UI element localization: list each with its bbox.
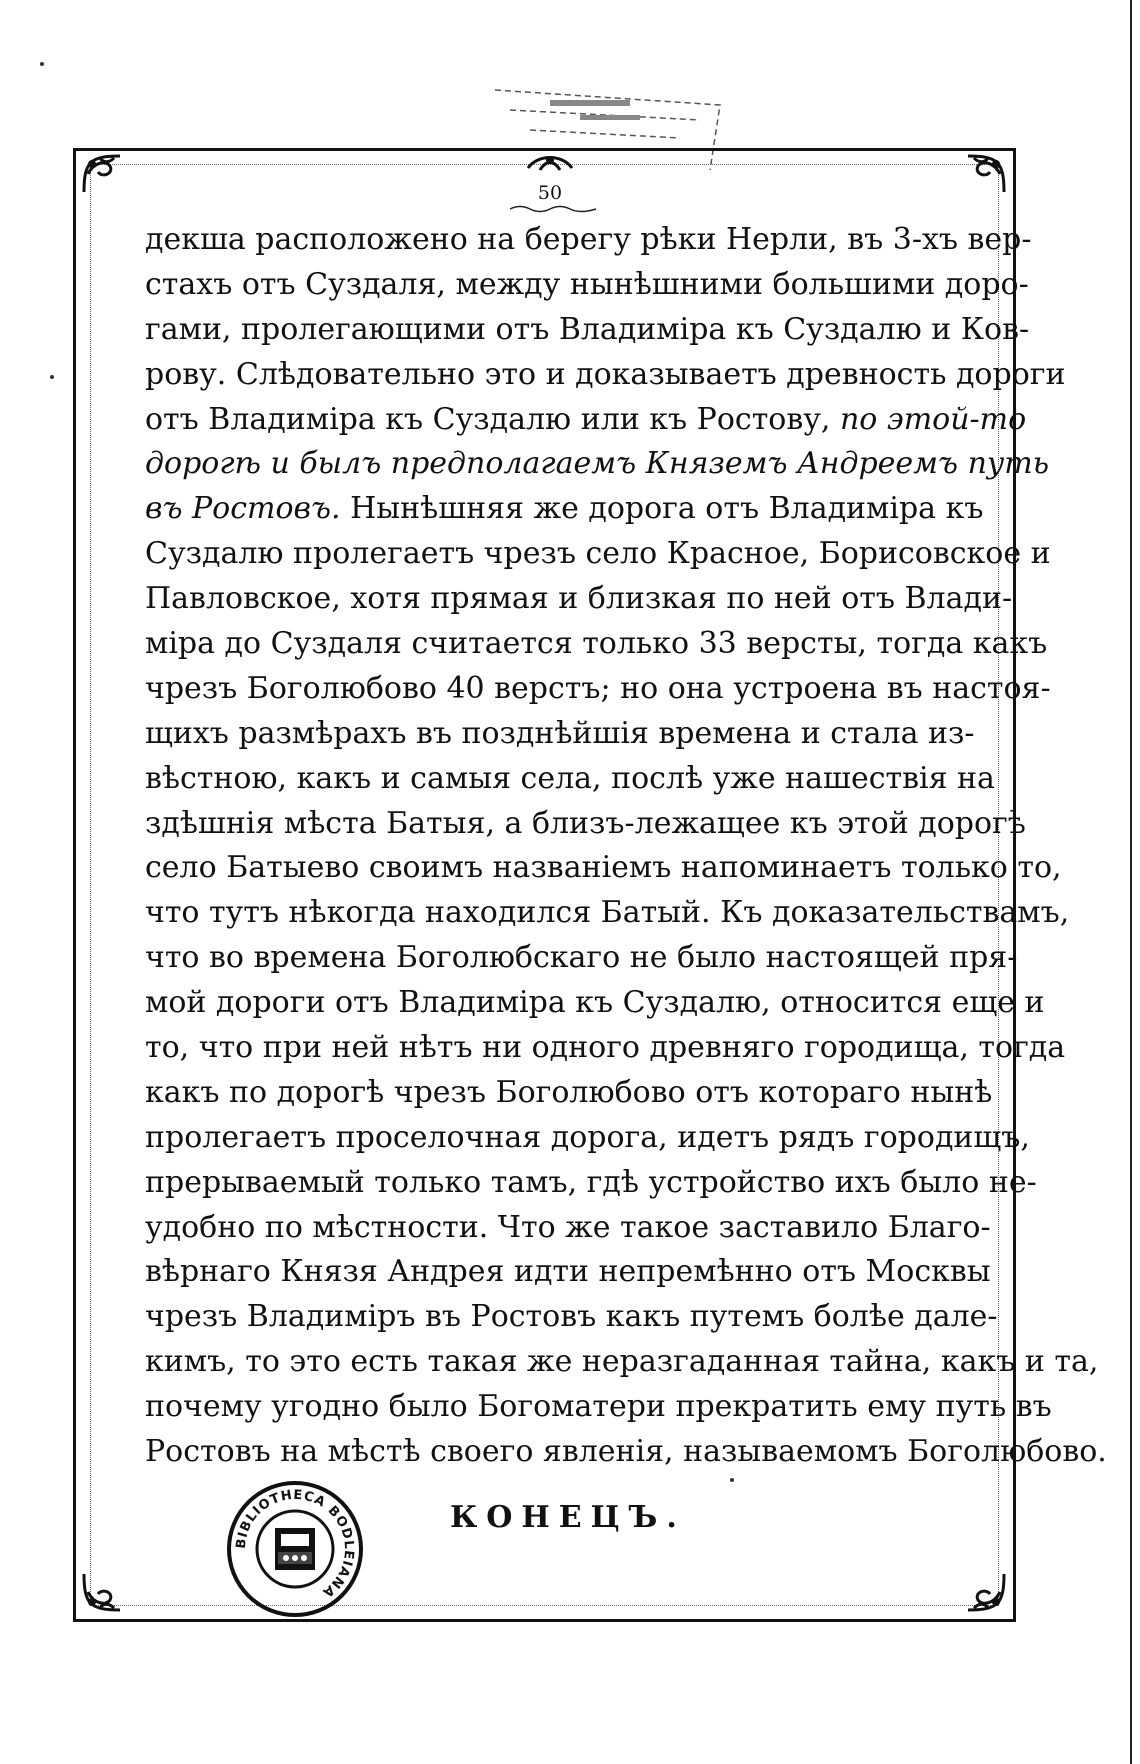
- text-line: [145, 218, 1032, 263]
- text-line-upright: здѣшнія мѣста Батыя, а близъ-лежащее къ этой дорогѣ: [145, 805, 1026, 841]
- text-line: [145, 308, 1030, 353]
- text-line-tail: Нынѣшняя же дорога отъ Владиміра къ: [340, 491, 984, 527]
- text-line-upright: чрезъ Владиміръ въ Ростовъ какъ путемъ болѣе дале-: [145, 1299, 998, 1335]
- text-line: [145, 1430, 1107, 1475]
- text-line-upright: то, что при ней нѣтъ ни одного древняго городища, тогда: [145, 1030, 1066, 1066]
- text-line: [145, 1385, 1052, 1430]
- text-line: [145, 1116, 1030, 1161]
- text-line: [145, 981, 1045, 1026]
- text-line: [145, 846, 1062, 891]
- text-line-upright: отъ Владиміра къ Суздалю или къ Ростову,: [145, 401, 840, 437]
- header-ornament-icon: [520, 150, 580, 180]
- corner-ornament-icon: [80, 1568, 126, 1614]
- library-seal-stamp: [226, 1480, 364, 1618]
- text-line-upright: вѣрнаго Князя Андрея идти непремѣнно отъ Москвы: [145, 1254, 991, 1290]
- text-line-upright: міра до Суздаля считается только 33 версты, тогда какъ: [145, 626, 1048, 662]
- corner-ornament-icon: [80, 152, 126, 198]
- seal-text: BIBLIOTHECA BODLEIANA: [233, 1487, 357, 1601]
- text-line: [145, 757, 995, 802]
- text-line: [145, 712, 975, 757]
- text-line: [145, 802, 1026, 847]
- text-line: [145, 263, 1029, 308]
- text-line-upright: рову. Слѣдовательно это и доказываетъ древность дороги: [145, 356, 1066, 392]
- page-number: 50: [537, 182, 563, 204]
- page-edge-line: [1130, 0, 1132, 1764]
- text-line: [145, 1340, 1099, 1385]
- text-line-italic: по этой-то: [839, 401, 1027, 437]
- text-line: [145, 1295, 998, 1340]
- text-line-upright: чрезъ Боголюбово 40 верстъ; но она устроена въ настоя-: [145, 670, 1051, 706]
- text-line-upright: декша расположено на берегу рѣки Нерли, въ 3-хъ вер-: [145, 222, 1032, 257]
- text-line-upright: вѣстною, какъ и самыя села, послѣ уже нашествія на: [145, 760, 995, 796]
- text-line: [145, 398, 1027, 443]
- text-line: [145, 622, 1048, 667]
- text-line: [145, 1206, 991, 1251]
- text-line: [145, 577, 1013, 622]
- text-line-upright: гами, пролегающими отъ Владиміра къ Суздалю и Ков-: [145, 311, 1030, 347]
- text-line: [145, 442, 1050, 487]
- text-line-upright: какъ по дорогѣ чрезъ Боголюбово отъ котораго нынѣ: [145, 1074, 993, 1110]
- text-line: [145, 353, 1066, 398]
- text-line-upright: Суздалю пролегаетъ чрезъ село Красное, Борисовское и: [145, 536, 1051, 572]
- text-line-upright: почему угодно было Богоматери прекратить ему путь въ: [145, 1389, 1052, 1425]
- text-line: [145, 1071, 993, 1116]
- ending-title: КОНЕЦЪ.: [450, 1500, 686, 1535]
- speck: [40, 62, 44, 66]
- text-line-upright: кимъ, то это есть такая же неразгаданная тайна, какъ и та,: [145, 1344, 1099, 1380]
- page-number-swash-icon: [508, 204, 598, 214]
- text-line-italic: дорогѣ и былъ предполагаемъ Княземъ Андреемъ путь: [145, 446, 1050, 482]
- text-line: [145, 1250, 991, 1295]
- speck: [730, 1478, 734, 1482]
- text-line-upright: удобно по мѣстности. Что же такое заставило Благо-: [145, 1209, 991, 1245]
- text-line-upright: Павловское, хотя прямая и близкая по ней отъ Влади-: [145, 581, 1013, 617]
- body-text: [145, 218, 1107, 1475]
- text-line-upright: пролегаетъ проселочная дорога, идетъ рядъ городищъ,: [145, 1119, 1030, 1155]
- text-line: [145, 667, 1051, 712]
- text-line-upright: прерываемый только тамъ, гдѣ устройство ихъ было не-: [145, 1164, 1037, 1200]
- text-line: [145, 1161, 1037, 1206]
- corner-ornament-icon: [962, 1568, 1008, 1614]
- text-line: [145, 532, 1051, 577]
- text-line-italic: въ Ростовъ.: [145, 491, 341, 527]
- text-line-upright: что во времена Боголюбскаго не было настоящей пря-: [145, 940, 1018, 976]
- text-line-upright: мой дороги отъ Владиміра къ Суздалю, относится еще и: [145, 985, 1045, 1021]
- text-line: [145, 1026, 1066, 1071]
- text-line-upright: что тутъ нѣкогда находился Батый. Къ доказательствамъ,: [145, 895, 1070, 931]
- text-line-upright: щихъ размѣрахъ въ позднѣйшія времена и стала из-: [145, 715, 975, 751]
- corner-ornament-icon: [962, 152, 1008, 198]
- text-line-upright: стахъ отъ Суздаля, между нынѣшними большими доро-: [145, 266, 1029, 302]
- text-line: [145, 487, 984, 532]
- text-line-upright: Ростовъ на мѣстѣ своего явленія, называемомъ Боголюбово.: [145, 1434, 1107, 1470]
- speck: [50, 375, 54, 379]
- text-line-upright: село Батыево своимъ названіемъ напоминаетъ только то,: [145, 850, 1062, 886]
- text-line: [145, 936, 1018, 981]
- text-line: [145, 891, 1070, 936]
